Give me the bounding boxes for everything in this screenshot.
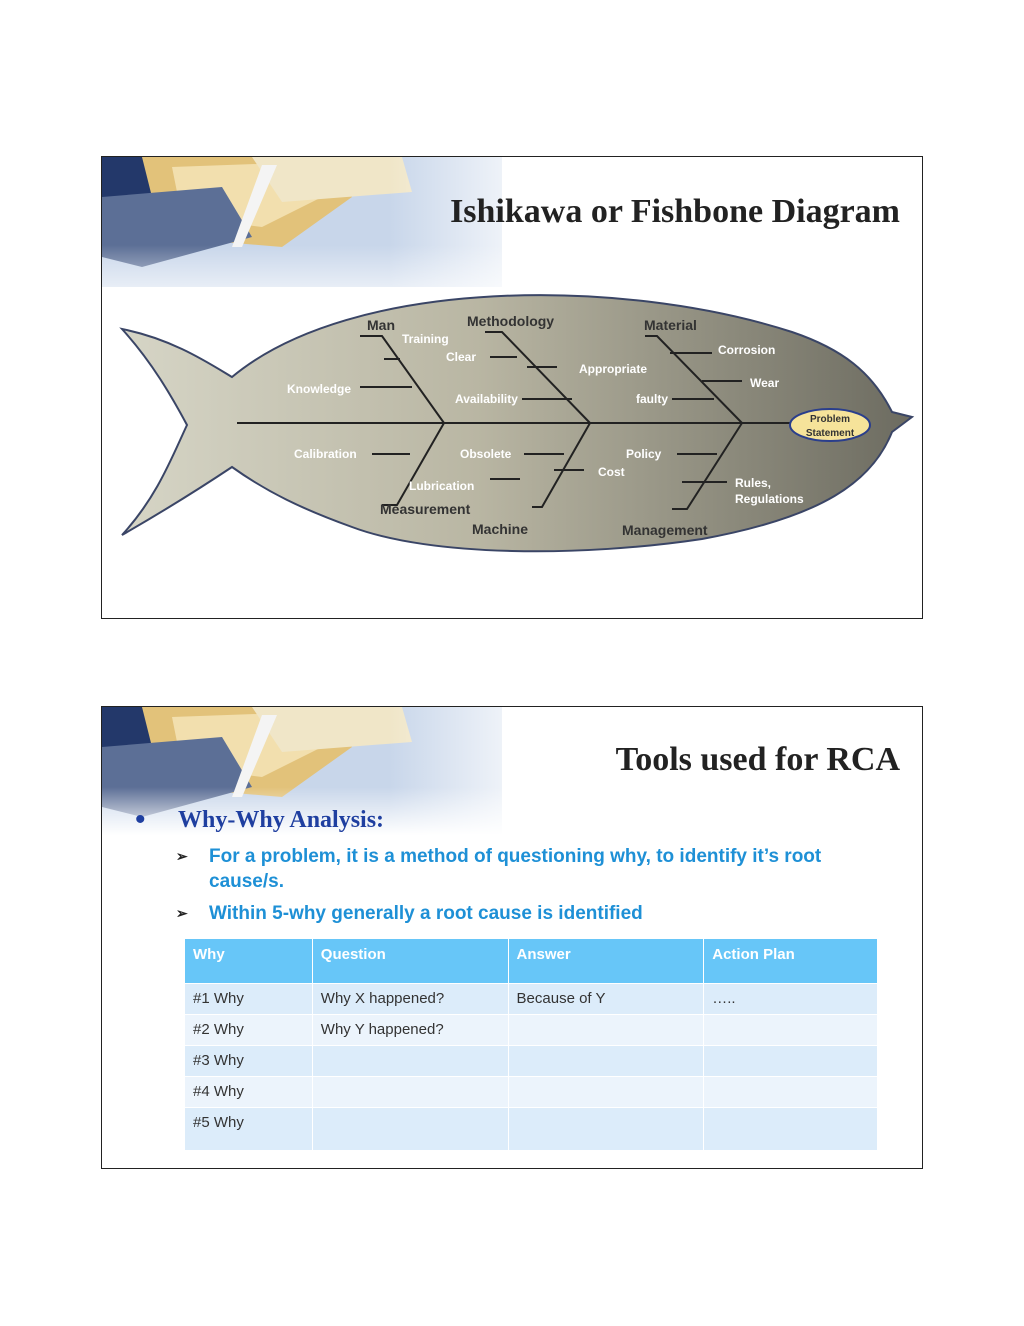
cause-appropriate: Appropriate [579,362,648,376]
fishbone-diagram [102,157,922,618]
sub-point-text: For a problem, it is a method of questioning why, to identify it’s root cause/s. [209,846,822,892]
table-cell [312,1077,508,1108]
section-heading: Why-Why Analysis: [178,807,385,833]
table-cell [312,1108,508,1151]
header-cell: Why [185,939,313,984]
why-why-table [184,938,878,1151]
header-decoration-image [102,707,922,867]
cause-lubrication: Lubrication [409,479,475,493]
cause-obsolete: Obsolete [460,447,512,461]
cause-rules: Rules, [735,476,772,490]
category-management: Management [622,522,708,538]
table-cell [508,1015,704,1046]
category-man: Man [367,317,395,333]
table-cell: #1 Why [185,984,313,1015]
table-cell: #4 Why [185,1077,313,1108]
fishbone-slide [101,156,923,619]
sub-point-text: Within 5-why generally a root cause is identified [209,903,643,924]
cause-wear: Wear [750,376,780,390]
rca-tools-slide [101,706,923,1169]
table-cell [704,1015,878,1046]
table-cell: Why Y happened? [312,1015,508,1046]
sub-point [176,901,896,927]
category-machine: Machine [472,521,529,537]
cause-faulty: faulty [636,392,669,406]
table-header-row [185,939,878,984]
table-cell: #5 Why [185,1108,313,1151]
arrow-bullet-icon: ➢ [176,905,188,921]
table-cell [704,1077,878,1108]
table-row [185,1077,878,1108]
table-cell [508,1108,704,1151]
category-methodology: Methodology [467,313,555,329]
table-cell: #3 Why [185,1046,313,1077]
arrow-bullet-icon: ➢ [176,848,188,864]
table-cell: #2 Why [185,1015,313,1046]
cause-regulations-text: Regulations [735,492,804,506]
bullet-icon: • [135,803,146,836]
table-row [185,1046,878,1077]
sub-point [176,844,896,896]
cause-clear: Clear [446,350,477,364]
table-cell [704,1046,878,1077]
header-cell: Question [312,939,508,984]
slide-title: Tools used for RCA [615,741,900,778]
table-cell [312,1046,508,1077]
table-row [185,1108,878,1151]
table-cell: Why X happened? [312,984,508,1015]
cause-policy: Policy [626,447,662,461]
table-cell [508,1046,704,1077]
slide-title: Ishikawa or Fishbone Diagram [450,193,900,230]
cause-availability: Availability [455,392,518,406]
table-cell [704,1108,878,1151]
table-cell: ….. [704,984,878,1015]
table-row [185,1015,878,1046]
cause-training: Training [402,332,449,346]
header-cell: Answer [508,939,704,984]
cause-cost: Cost [598,465,625,479]
table-cell: Because of Y [508,984,704,1015]
header-cell: Action Plan [704,939,878,984]
cause-knowledge: Knowledge [287,382,352,396]
problem-statement-line2: Statement [805,428,855,439]
cause-calibration: Calibration [294,447,357,461]
category-measurement: Measurement [380,501,471,517]
cause-corrosion: Corrosion [718,343,776,357]
category-material: Material [644,317,697,333]
table-row [185,984,878,1015]
problem-statement-line1: Problem [809,414,851,425]
table-cell [508,1077,704,1108]
